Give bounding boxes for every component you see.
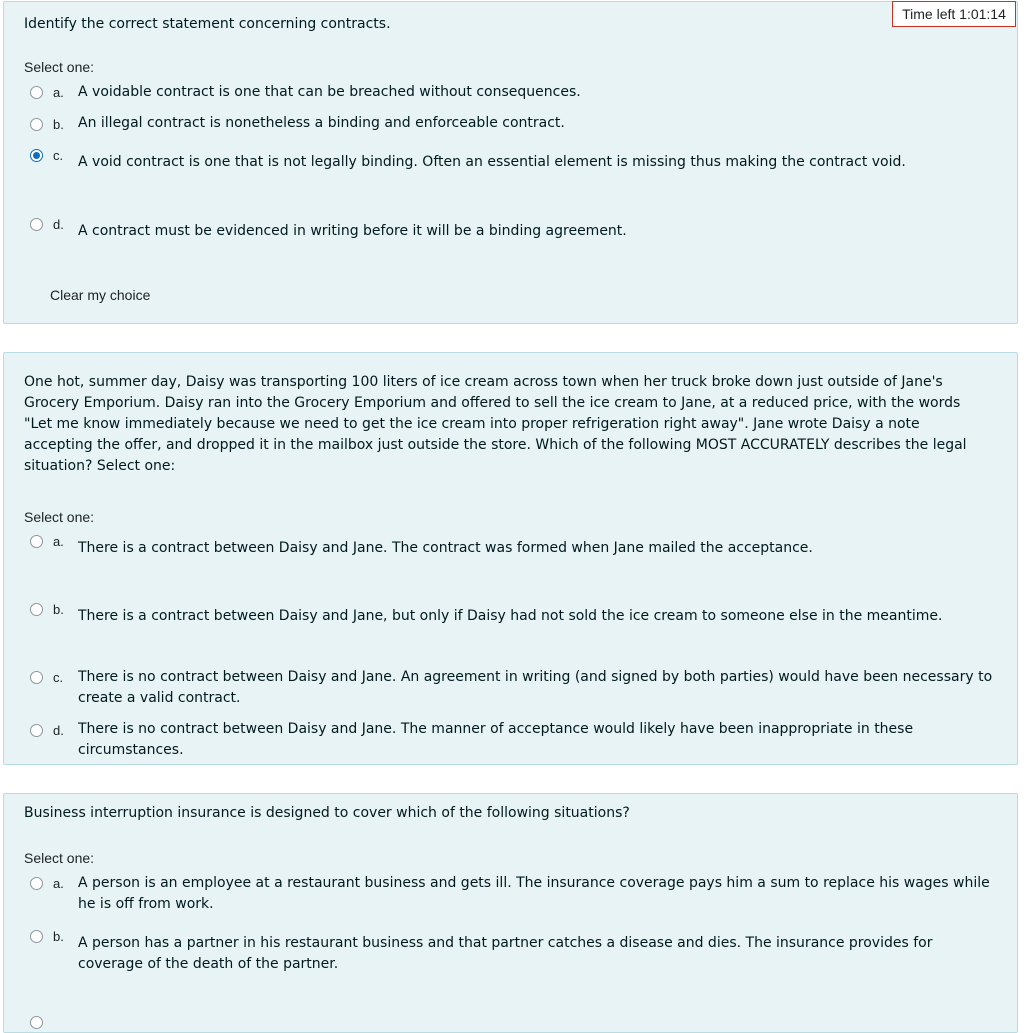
option-letter: a. <box>53 534 64 549</box>
option-text[interactable]: A person has a partner in his restaurant business and that partner catches a disease and dies. The insurance provides for coverage of the death of the partner. <box>78 935 933 972</box>
radio-button[interactable] <box>30 218 43 231</box>
radio-button[interactable] <box>30 724 43 737</box>
option-text[interactable]: There is a contract between Daisy and Jane, but only if Daisy had not sold the ice cream to someone else in the meantime. <box>78 608 943 624</box>
clear-my-choice-link[interactable]: Clear my choice <box>50 287 151 303</box>
radio-button[interactable] <box>30 930 43 943</box>
question-card-1 <box>3 1 1018 324</box>
question-text: One hot, summer day, Daisy was transporting 100 liters of ice cream across town when her truck broke down just outside of Jane's Grocery Emporium. Daisy ran into the Grocery Emporium and offered to sell the ice cream to Jane, at a reduced price, with the words "Let me know immediately because we need to get the ice cream into proper refrigeration right away". Jane wrote Daisy a note accepting the offer, and dropped it in the mailbox just outside the store. Which of the following MOST ACCURATELY describes the legal situation? Select one: <box>24 374 967 474</box>
select-one-prompt: Select one: <box>24 509 95 525</box>
option-letter: d. <box>53 217 64 232</box>
option-letter: c. <box>53 148 64 163</box>
question-text: Identify the correct statement concerning contracts. <box>24 16 391 32</box>
radio-button[interactable] <box>30 535 43 548</box>
radio-button[interactable] <box>30 1016 43 1029</box>
question-text: Business interruption insurance is designed to cover which of the following situations? <box>24 805 630 821</box>
option-text[interactable]: A person is an employee at a restaurant business and gets ill. The insurance coverage pays him a sum to replace his wages while he is off from work. <box>78 875 990 912</box>
radio-button[interactable] <box>30 603 43 616</box>
option-text[interactable]: A void contract is one that is not legally binding. Often an essential element is missing thus making the contract void. <box>78 154 906 170</box>
option-letter: b. <box>53 602 64 617</box>
option-letter: d. <box>53 723 64 738</box>
radio-button-selected[interactable] <box>30 149 43 162</box>
option-text[interactable]: A voidable contract is one that can be breached without consequences. <box>78 84 581 100</box>
radio-button[interactable] <box>30 877 43 890</box>
time-left-indicator: Time left 1:01:14 <box>892 1 1016 27</box>
radio-button[interactable] <box>30 118 43 131</box>
question-card-3 <box>3 793 1018 1033</box>
option-text[interactable]: There is no contract between Daisy and Jane. An agreement in writing (and signed by both parties) would have been necessary to create a valid contract. <box>78 669 993 706</box>
option-letter: c. <box>53 670 64 685</box>
option-letter: b. <box>53 117 64 132</box>
option-text[interactable]: There is no contract between Daisy and Jane. The manner of acceptance would likely have been inappropriate in these circumstances. <box>78 721 914 758</box>
option-letter: a. <box>53 85 64 100</box>
option-letter: b. <box>53 929 64 944</box>
option-letter: a. <box>53 876 64 891</box>
option-text[interactable]: There is a contract between Daisy and Jane. The contract was formed when Jane mailed the acceptance. <box>78 540 813 556</box>
select-one-prompt: Select one: <box>24 850 95 866</box>
select-one-prompt: Select one: <box>24 59 95 75</box>
option-text[interactable]: An illegal contract is nonetheless a binding and enforceable contract. <box>78 115 565 131</box>
radio-button[interactable] <box>30 86 43 99</box>
radio-button[interactable] <box>30 671 43 684</box>
question-card-2 <box>3 352 1018 765</box>
option-text[interactable]: A contract must be evidenced in writing before it will be a binding agreement. <box>78 223 627 239</box>
